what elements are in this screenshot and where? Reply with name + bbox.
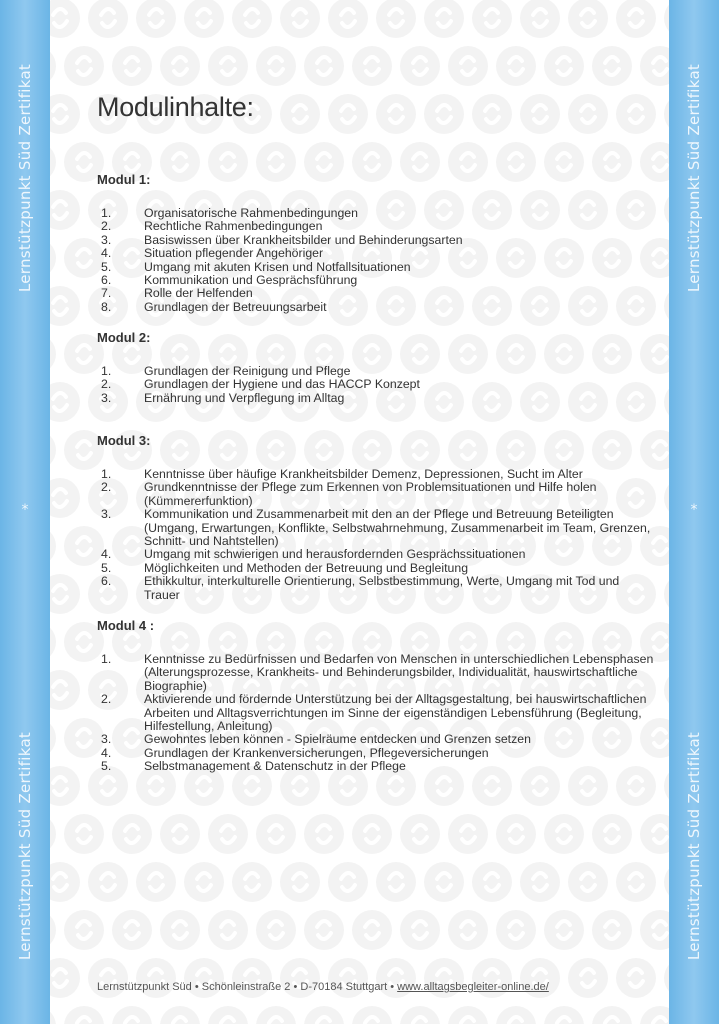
module-heading: Modul 4 :	[97, 618, 155, 633]
list-item	[97, 392, 657, 405]
list-item-number: 3.	[101, 232, 112, 247]
list-item-text: Grundkenntnisse der Pflege zum Erkennen von Problemsituationen und Hilfe holen (Kümmererfunktion)	[144, 480, 597, 508]
module-heading: Modul 1:	[97, 172, 151, 187]
list-item	[97, 234, 657, 247]
list-item-text: Grundlagen der Reinigung und Pflege	[144, 364, 351, 378]
module-section	[97, 330, 657, 405]
list-item	[97, 575, 657, 602]
list-item	[97, 247, 657, 260]
list-item-number: 1.	[101, 467, 112, 481]
list-item-number: 7.	[101, 286, 112, 301]
module-heading: Modul 3:	[97, 433, 151, 448]
list-item-text: Ernährung und Verpflegung im Alltag	[144, 390, 345, 405]
list-item-number: 8.	[101, 299, 112, 314]
list-item-text: Möglichkeiten und Methoden der Betreuung und Begleitung	[144, 560, 469, 575]
list-item-text: Grundlagen der Krankenversicherungen, Pflegeversicherungen	[144, 745, 489, 760]
right-side-strip	[669, 0, 719, 1024]
side-star-left: *	[21, 502, 29, 518]
list-item-number: 5.	[101, 560, 112, 575]
list-item-text: Basiswissen über Krankheitsbilder und Behinderungsarten	[144, 232, 463, 247]
list-item-text: Kenntnisse über häufige Krankheitsbilder Demenz, Depressionen, Sucht im Alter	[144, 467, 583, 481]
module-heading: Modul 2:	[97, 330, 151, 345]
side-star-right: *	[690, 502, 698, 518]
list-item	[97, 562, 657, 575]
side-label-top-right: Lernstützpunkt Süd Zertifikat	[685, 63, 703, 293]
module-item-list	[97, 207, 657, 314]
list-item	[97, 261, 657, 274]
module-section	[97, 618, 657, 774]
list-item	[97, 693, 657, 733]
list-item	[97, 287, 657, 300]
list-item-text: Grundlagen der Betreuungsarbeit	[144, 299, 327, 314]
list-item-number: 1.	[101, 364, 112, 378]
list-item	[97, 548, 657, 561]
list-item-text: Rechtliche Rahmenbedingungen	[144, 219, 323, 234]
list-item	[97, 508, 657, 548]
list-item-number: 5.	[101, 759, 112, 774]
page-title: Modulinhalte:	[97, 92, 254, 122]
list-item-text: Organisatorische Rahmenbedingungen	[144, 206, 358, 220]
list-item	[97, 220, 657, 233]
footer-address: Lernstützpunkt Süd • Schönleinstraße 2 • D-70184 Stuttgart •	[97, 981, 398, 993]
module-item-list	[97, 468, 657, 602]
list-item-number: 2.	[101, 692, 112, 707]
list-item	[97, 207, 657, 220]
module-item-list	[97, 653, 657, 774]
list-item-number: 4.	[101, 547, 112, 562]
list-item-number: 1.	[101, 206, 112, 220]
list-item-text: Umgang mit akuten Krisen und Notfallsituationen	[144, 259, 411, 274]
list-item	[97, 301, 657, 314]
list-item-number: 5.	[101, 259, 112, 274]
list-item-text: Ethikkultur, interkulturelle Orientierung, Selbstbestimmung, Werte, Umgang mit Tod und Trauer	[144, 574, 620, 602]
list-item-number: 4.	[101, 246, 112, 261]
list-item-number: 3.	[101, 390, 112, 405]
list-item-text: Umgang mit schwierigen und herausfordernden Gesprächssituationen	[144, 547, 526, 562]
list-item-text: Grundlagen der Hygiene und das HACCP Konzept	[144, 377, 420, 392]
list-item-number: 6.	[101, 574, 112, 589]
list-item-number: 2.	[101, 219, 112, 234]
module-section	[97, 172, 657, 314]
list-item	[97, 378, 657, 391]
list-item-text: Aktivierende und fördernde Unterstützung bei der Alltagsgestaltung, bei hauswirtschaftlichen Arbeiten und Alltagsverrichtungen im Sinne der eigenständigen Lebensführung (Begleitung, Hilfestellung, Anleitung)	[144, 692, 647, 734]
list-item-text: Selbstmanagement & Datenschutz in der Pflege	[144, 759, 406, 774]
list-item	[97, 468, 657, 481]
side-label-bottom-right: Lernstützpunkt Süd Zertifikat	[685, 731, 703, 961]
list-item	[97, 747, 657, 760]
list-item-text: Rolle der Helfenden	[144, 286, 253, 301]
module-section	[97, 433, 657, 602]
list-item-text: Kommunikation und Zusammenarbeit mit den an der Pflege und Betreuung Beteiligten (Umgang, Erwartungen, Konflikte, Selbstwahrnehmung, Zusammenarbeit im Team, Grenzen, Schnitt- und Nahtstellen)	[144, 507, 651, 549]
side-label-bottom-left: Lernstützpunkt Süd Zertifikat	[16, 731, 34, 961]
list-item	[97, 481, 657, 508]
footer	[97, 981, 549, 993]
list-item	[97, 733, 657, 746]
list-item-text: Kenntnisse zu Bedürfnissen und Bedarfen von Menschen in unterschiedlichen Lebensphasen (Alterungsprozesse, Krankheits- und Behinderungsbilder, Individualität, hauswirtschaftliche Biographie)	[144, 652, 654, 693]
list-item	[97, 365, 657, 378]
list-item	[97, 653, 657, 693]
list-item-number: 1.	[101, 652, 112, 666]
list-item	[97, 274, 657, 287]
list-item-text: Gewohntes leben können - Spielräume entdecken und Grenzen setzen	[144, 732, 531, 747]
list-item-number: 2.	[101, 480, 112, 495]
list-item-number: 4.	[101, 745, 112, 760]
list-item-number: 3.	[101, 732, 112, 747]
list-item-text: Kommunikation und Gesprächsführung	[144, 273, 358, 288]
module-item-list	[97, 365, 657, 405]
list-item-number: 3.	[101, 507, 112, 522]
list-item	[97, 760, 657, 773]
list-item-number: 2.	[101, 377, 112, 392]
website-link[interactable]: www.alltagsbegleiter-online.de/	[397, 981, 549, 993]
left-side-strip	[0, 0, 50, 1024]
side-label-top-left: Lernstützpunkt Süd Zertifikat	[16, 63, 34, 293]
list-item-text: Situation pflegender Angehöriger	[144, 246, 324, 261]
list-item-number: 6.	[101, 273, 112, 288]
